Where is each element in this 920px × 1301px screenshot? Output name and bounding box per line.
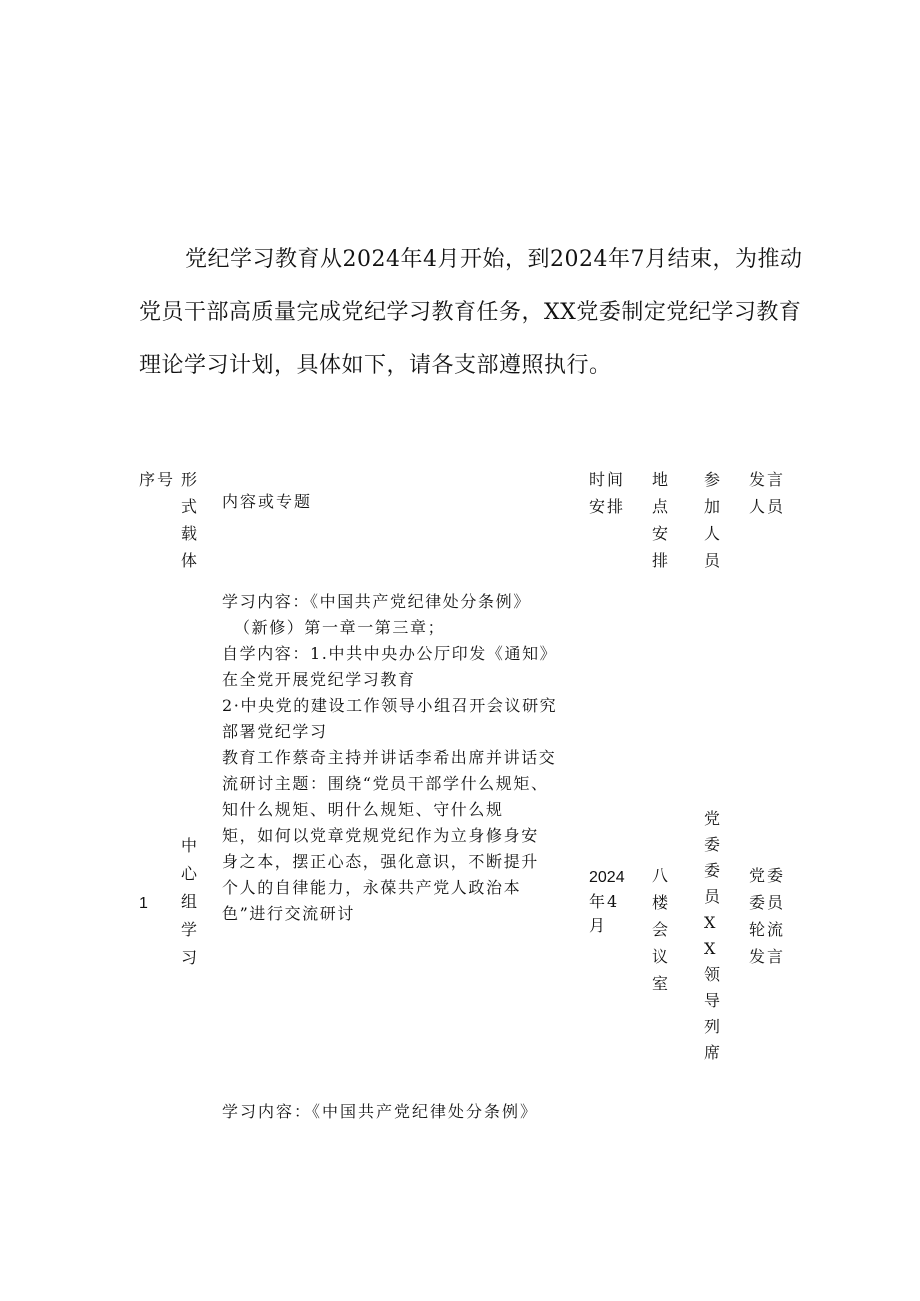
content-line: 在全党开展党纪学习教育 (222, 670, 416, 689)
row1-content (222, 589, 582, 927)
intro-paragraph (139, 233, 819, 392)
header-participants: 参加人员 (704, 470, 721, 570)
content-line: 自学内容：1.中共中央办公厅印发《通知》 (222, 644, 558, 663)
content-line: 学习内容：《中国共产党纪律处分条例》 (222, 592, 531, 611)
content-line: 色”进行交流研讨 (222, 904, 355, 923)
header-place: 地点安排 (652, 470, 669, 570)
content-line: 个人的自律能力，永葆共产党人政治本 (222, 878, 522, 897)
content-line: 2·中央党的建设工作领导小组召开会议研究 (222, 696, 558, 715)
content-line: 知什么规矩、明什么规矩、守什么规 (222, 800, 504, 819)
content-line: （新修）第一章一第三章； (234, 618, 446, 637)
row2-content-first-line: 学习内容：《中国共产党纪律处分条例》 (222, 1102, 539, 1121)
header-time: 时间安排 (589, 470, 626, 516)
header-seq: 序号 (139, 470, 176, 489)
row1-place: 八楼会议室 (652, 866, 669, 993)
row1-participants: 党委委员XX领导列席 (704, 809, 721, 1062)
content-line: 流研讨主题：围绕“党员干部学什么规矩、 (222, 774, 549, 793)
row1-time-unit: 月 (589, 916, 608, 935)
row1-form: 中心组学习 (181, 836, 198, 967)
row1-speakers: 党委委员轮流发言 (749, 866, 786, 966)
content-line: 部署党纪学习 (222, 722, 328, 741)
content-line: 矩，如何以党章党规党纪作为立身修身安 (222, 826, 539, 845)
row1-seq: 1 (139, 895, 148, 912)
header-content: 内容或专题 (222, 492, 313, 511)
row1-time-month: 年4 (589, 892, 620, 911)
content-line: 身之本，摆正心态，强化意识，不断提升 (222, 852, 539, 871)
header-speakers: 发言人员 (749, 470, 786, 516)
header-form: 形式载体 (181, 470, 198, 570)
content-line: 教育工作蔡奇主持并讲话李希出席并讲话交 (222, 748, 557, 767)
intro-text: 党纪学习教育从2024年4月开始，到2024年7月结束，为推动党员干部高质量完成党纪学习教育任务，XX党委制定党纪学习教育理论学习计划，具体如下，请各支部遵照执行。 (139, 247, 803, 378)
row1-time-year: 2024 (589, 869, 625, 886)
